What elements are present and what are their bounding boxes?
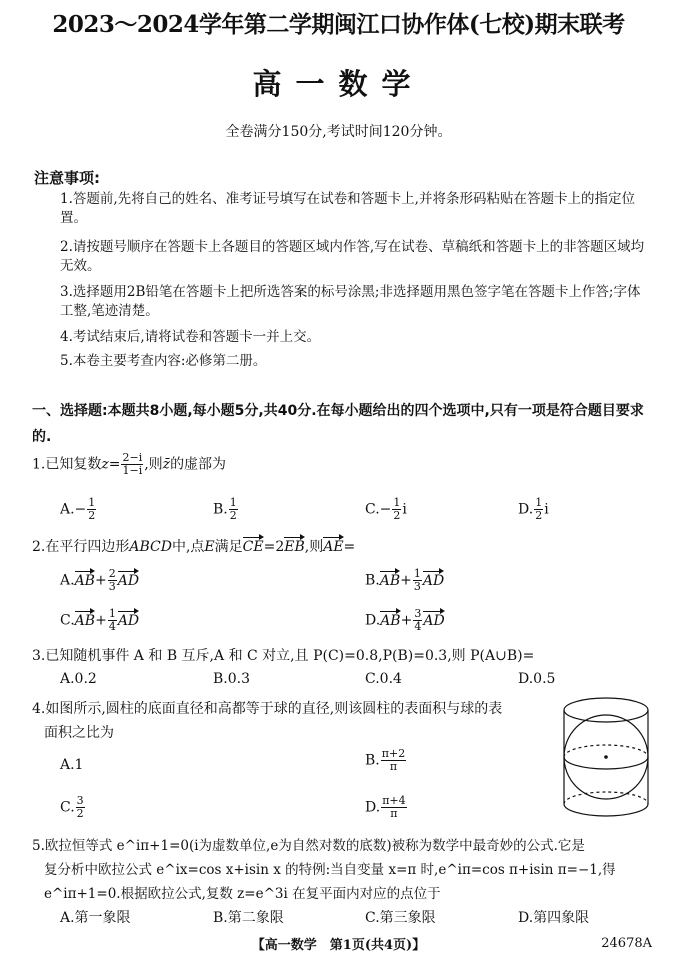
- q1-option-c: C.− $\frac{1}{2}$ i: [365, 496, 407, 522]
- q4-option-b: B. $\frac{\pi+2}{\pi}$: [365, 747, 406, 773]
- q1-option-b: B. $\frac{1}{2}$: [213, 496, 237, 522]
- q4-option-c: C. $\frac{3}{2}$: [60, 794, 84, 820]
- cylinder-bottom-back: [564, 792, 648, 804]
- exam-info: 全卷满分150分,考试时间120分钟。: [225, 124, 452, 140]
- question-5-line1: 5.欧拉恒等式 e^iπ+1=0(i为虚数单位,e为自然对数的底数)被称为数学中最奇妙的公式.它是: [32, 838, 585, 854]
- cylinder-sphere-figure: [560, 694, 652, 822]
- cylinder-bottom-front: [564, 804, 648, 816]
- question-5-line3: e^iπ+1=0.根据欧拉公式,复数 z=e^3i 在复平面内对应的点位于: [44, 886, 441, 902]
- question-1: 1.已知复数z= $\frac{2-i}{1-i}$ ,则z̄的虚部为: [32, 451, 227, 477]
- question-5-line2: 复分析中欧拉公式 e^ix=cos x+isin x 的特例:当自变量 x=π 时,e^iπ=cos π+isin π=−1,得: [44, 862, 616, 878]
- q3-option-b: B.0.3: [213, 671, 251, 687]
- q3-option-a: A.0.2: [60, 671, 97, 687]
- paper-code: 24678A: [601, 936, 652, 951]
- q4-option-a: A.1: [60, 757, 84, 773]
- notice-item-3: 3.选择题用2B铅笔在答题卡上把所选答案的标号涂黑;非选择题用黑色签字笔在答题卡上作答;字体工整,笔迹清楚。: [60, 284, 641, 319]
- notice-title: 注意事项:: [34, 169, 100, 187]
- q5-option-c: C.第三象限: [365, 910, 436, 926]
- q2-option-c: C.AB+ $\frac{1}{4}$ AD: [60, 607, 140, 633]
- q2-option-b: B.AB+ $\frac{1}{3}$ AD: [365, 567, 445, 593]
- exam-title: 2023～2024学年第二学期闽江口协作体(七校)期末联考: [52, 11, 625, 38]
- fraction: $\frac{2-i}{1-i}$: [122, 451, 143, 477]
- q4-option-d: D. $\frac{\pi+4}{\pi}$: [365, 794, 406, 820]
- q3-option-d: D.0.5: [518, 671, 556, 687]
- question-4-line2: 面积之比为: [44, 725, 114, 741]
- sphere-center-dot: [604, 755, 608, 759]
- section-heading: 一、选择题:本题共8小题,每小题5分,共40分.在每小题给出的四个选项中,只有一项是符合题目要求的.: [32, 403, 644, 445]
- q1-option-a: A.− $\frac{1}{2}$: [60, 496, 96, 522]
- q5-option-a: A.第一象限: [60, 910, 131, 926]
- q2-option-d: D.AB+ $\frac{3}{4}$ AD: [365, 607, 445, 633]
- page-footer: 【高一数学 第1页(共4页)】: [251, 938, 426, 953]
- question-4-line1: 4.如图所示,圆柱的底面直径和高都等于球的直径,则该圆柱的表面积与球的表: [32, 701, 503, 717]
- notice-item-2: 2.请按题号顺序在答题卡上各题目的答题区域内作答,写在试卷、草稿纸和答题卡上的非答题区域均无效。: [60, 239, 645, 274]
- question-3: 3.已知随机事件 A 和 B 互斥,A 和 C 对立,且 P(C)=0.8,P(B)=0.3,则 P(A∪B)=: [32, 648, 535, 664]
- q5-option-d: D.第四象限: [518, 910, 590, 926]
- question-2: 2.在平行四边形ABCD中,点E满足CE=2EB,则AE=: [32, 539, 356, 555]
- q1-option-d: D. $\frac{1}{2}$ i: [518, 496, 549, 522]
- cylinder-top: [564, 698, 648, 722]
- q5-option-b: B.第二象限: [213, 910, 284, 926]
- subject-title: 高一数学: [252, 67, 425, 101]
- q3-option-c: C.0.4: [365, 671, 402, 687]
- notice-item-4: 4.考试结束后,请将试卷和答题卡一并上交。: [60, 329, 321, 345]
- q2-option-a: A.AB+ $\frac{2}{3}$ AD: [60, 567, 140, 593]
- notice-item-5: 5.本卷主要考查内容:必修第二册。: [60, 353, 267, 369]
- notice-item-1: 1.答题前,先将自己的姓名、准考证号填写在试卷和答题卡上,并将条形码粘贴在答题卡上的指定位置。: [60, 191, 635, 226]
